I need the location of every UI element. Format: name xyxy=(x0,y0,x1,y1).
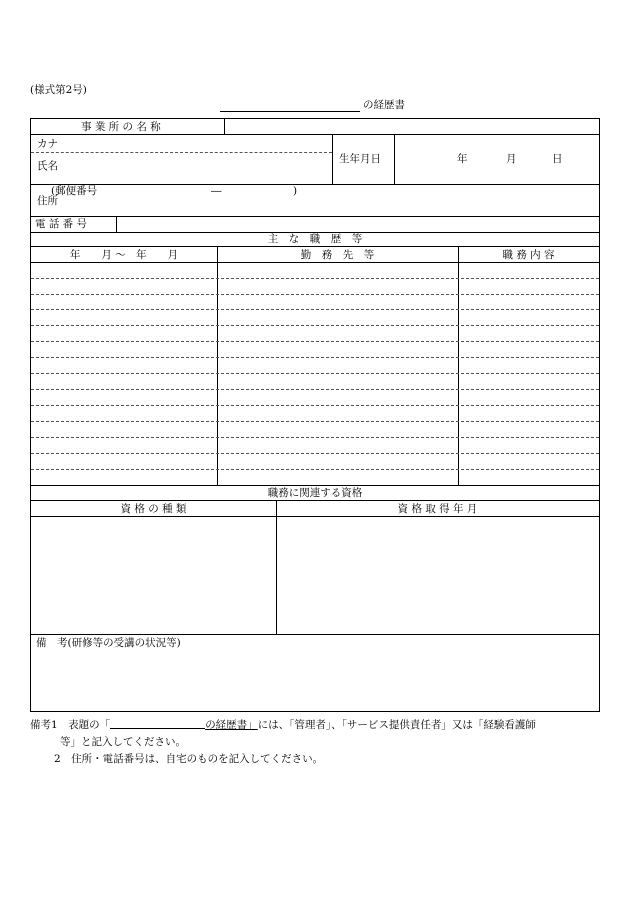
form-number: (様式第2号) xyxy=(30,84,87,96)
birth-day-unit: 日 xyxy=(552,153,563,165)
qualification-date-field[interactable] xyxy=(277,517,599,633)
footnote-1-continued: 等」と記入してください。 xyxy=(60,736,186,748)
remarks-label: 備 考(研修等の受講の状況等) xyxy=(36,637,181,649)
qualifications-section-title: 職務に関連する資格 xyxy=(267,487,363,499)
career-form xyxy=(30,118,600,712)
remarks-field[interactable] xyxy=(31,651,599,711)
career-col-period: 年 月 〜 年 月 xyxy=(69,249,179,261)
footnote-1-blank xyxy=(110,717,205,729)
name-field[interactable] xyxy=(71,153,331,183)
document-title xyxy=(220,98,420,114)
phone-field[interactable] xyxy=(117,217,599,232)
office-name-label: 事 業 所 の 名 称 xyxy=(81,121,161,133)
birth-year-unit: 年 xyxy=(457,153,468,165)
birthdate-field[interactable] xyxy=(395,135,599,183)
footnote-1 xyxy=(30,717,605,734)
birth-month-unit: 月 xyxy=(506,153,517,165)
name-label: 氏名 xyxy=(37,160,58,172)
address-field[interactable] xyxy=(71,199,597,215)
phone-label: 電 話 番 号 xyxy=(35,218,88,230)
office-name-field[interactable] xyxy=(225,119,599,134)
footnotes xyxy=(30,717,605,768)
kana-field[interactable] xyxy=(71,135,331,152)
postal-dash: ― xyxy=(211,185,222,197)
qualification-type-field[interactable] xyxy=(31,517,275,633)
postal-label: (郵便番号 xyxy=(51,185,98,197)
title-suffix: の経歴書 xyxy=(363,99,405,111)
postal-close: ) xyxy=(293,185,298,197)
footnote-1-title-suffix: の経歴書」 xyxy=(205,719,258,731)
address-label: 住所 xyxy=(37,195,58,207)
footnote-1-rest: には、「管理者」、「サービス提供責任者」又は「経験看護師 xyxy=(257,719,536,731)
qualification-col-type: 資 格 の 種 類 xyxy=(120,503,187,515)
footnote-1-prefix: 備考1 表題の「 xyxy=(30,719,111,731)
title-blank-line[interactable] xyxy=(220,111,360,112)
career-col-workplace: 勤 務 先 等 xyxy=(300,249,375,261)
career-col-duties: 職 務 内 容 xyxy=(502,249,555,261)
footnote-2: 2 住所・電話番号は、自宅のものを記入してください。 xyxy=(54,753,324,765)
career-entries-area[interactable] xyxy=(31,263,599,485)
career-section-title: 主 な 職 歴 等 xyxy=(267,233,363,245)
birthdate-label: 生年月日 xyxy=(339,153,381,165)
kana-label: カナ xyxy=(37,138,58,150)
qualification-col-date: 資 格 取 得 年 月 xyxy=(397,503,478,515)
